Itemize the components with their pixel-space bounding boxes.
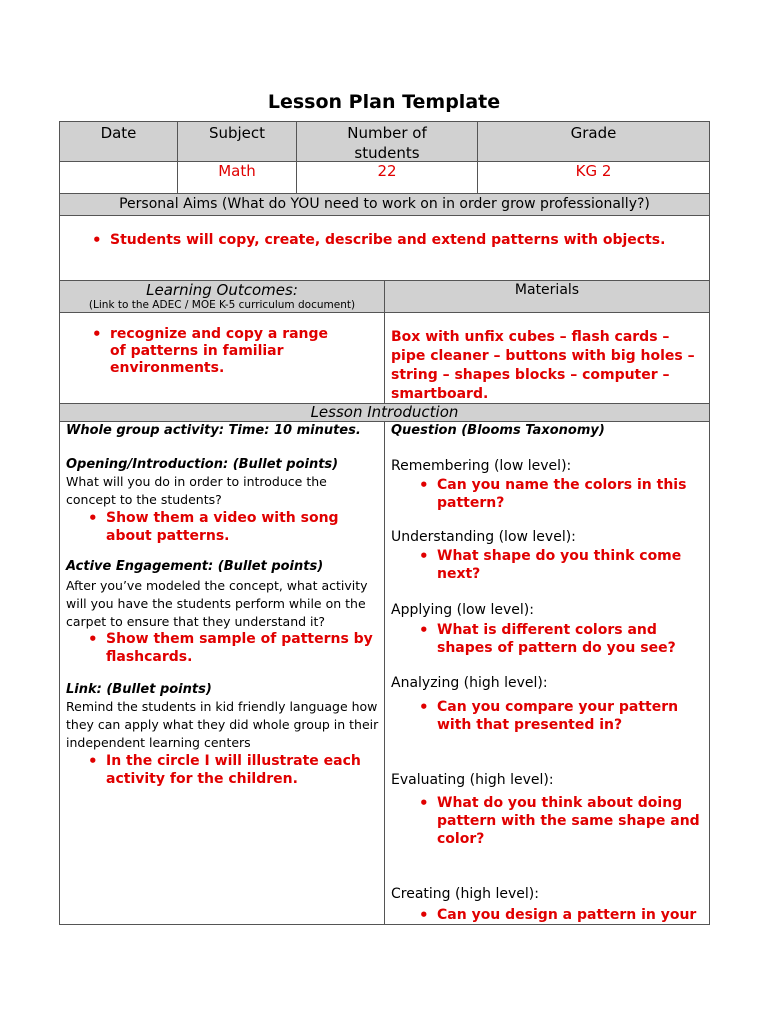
personal-aims-label: Personal Aims (What do YOU need to work on in order grow professionally?) — [119, 196, 650, 212]
header-students — [296, 121, 478, 162]
link-description: Remind the students in kid friendly language how they can apply what they did whole group in their independent learning centers — [66, 699, 379, 750]
blooms-question: • What is different colors and shapes of pattern do you see? — [415, 621, 705, 657]
value-students — [296, 161, 478, 194]
value-students-text: 22 — [377, 162, 397, 180]
materials-body — [384, 312, 710, 404]
value-subject-text: Math — [218, 162, 256, 180]
materials-header — [384, 280, 710, 313]
blooms-level-label: Evaluating (high level): — [391, 772, 554, 788]
value-subject — [177, 161, 297, 194]
blooms-question: • Can you design a pattern in your — [415, 906, 705, 924]
active-engagement-description: After you’ve modeled the concept, what activity will you have the students perform while on the carpet to ensure that they understand it? — [66, 578, 368, 629]
value-date — [59, 161, 178, 194]
blooms-question: • What shape do you think come next? — [415, 547, 705, 583]
page-title: Lesson Plan Template — [267, 91, 501, 113]
blooms-level-label: Understanding (low level): — [391, 529, 576, 545]
active-engagement-heading: Active Engagement: (Bullet points) — [66, 559, 324, 574]
lesson-introduction-label: Lesson Introduction — [310, 403, 459, 421]
header-grade-label: Grade — [570, 124, 617, 142]
header-students-label: Number of students — [347, 124, 427, 162]
blooms-level-label: Applying (low level): — [391, 602, 534, 618]
learning-outcomes-body — [59, 312, 385, 404]
materials-label: Materials — [514, 282, 580, 298]
blooms-level-label: Analyzing (high level): — [391, 675, 548, 691]
active-engagement-bullet: • Show them sample of patterns by flashcards. — [84, 630, 374, 666]
blooms-level-label: Creating (high level): — [391, 886, 539, 902]
learning-outcomes-bullet: • recognize and copy a range of patterns in familiar environments. — [88, 326, 344, 377]
learning-outcomes-header — [59, 280, 385, 313]
value-grade-text: KG 2 — [575, 162, 612, 180]
blooms-question: • Can you compare your pattern with that presented in? — [415, 698, 705, 734]
opening-bullet: • Show them a video with song about patterns. — [84, 509, 374, 545]
personal-aims-body — [59, 215, 710, 281]
learning-outcomes-label: Learning Outcomes: — [146, 281, 298, 299]
header-subject-label: Subject — [208, 124, 266, 142]
personal-aims-bullet: • Students will copy, create, describe and extend patterns with objects. — [88, 231, 699, 249]
blooms-question: • What do you think about doing pattern with the same shape and color? — [415, 794, 705, 848]
header-date-label: Date — [100, 124, 137, 142]
value-grade — [477, 161, 710, 194]
lesson-right-column — [384, 421, 710, 925]
blooms-level-label: Remembering (low level): — [391, 458, 572, 474]
whole-group-activity: Whole group activity: Time: 10 minutes. — [66, 423, 361, 438]
materials-text: Box with unfix cubes – flash cards – pipe cleaner – buttons with big holes – string – shapes blocks – computer – smartboard. — [391, 329, 695, 402]
blooms-heading: Question (Blooms Taxonomy) — [391, 423, 605, 438]
header-grade — [477, 121, 710, 162]
lesson-introduction-header — [59, 403, 710, 422]
link-bullet: • In the circle I will illustrate each activity for the children. — [84, 752, 374, 788]
header-date — [59, 121, 178, 162]
personal-aims-header — [59, 193, 710, 216]
link-heading: Link: (Bullet points) — [66, 682, 212, 697]
opening-heading: Opening/Introduction: (Bullet points) — [66, 457, 339, 472]
header-subject — [177, 121, 297, 162]
lesson-left-column — [59, 421, 385, 925]
learning-outcomes-sublabel: (Link to the ADEC / MOE K-5 curriculum document) — [88, 299, 356, 311]
blooms-question: • Can you name the colors in this pattern? — [415, 476, 705, 512]
opening-description: What will you do in order to introduce the concept to the students? — [66, 474, 327, 507]
